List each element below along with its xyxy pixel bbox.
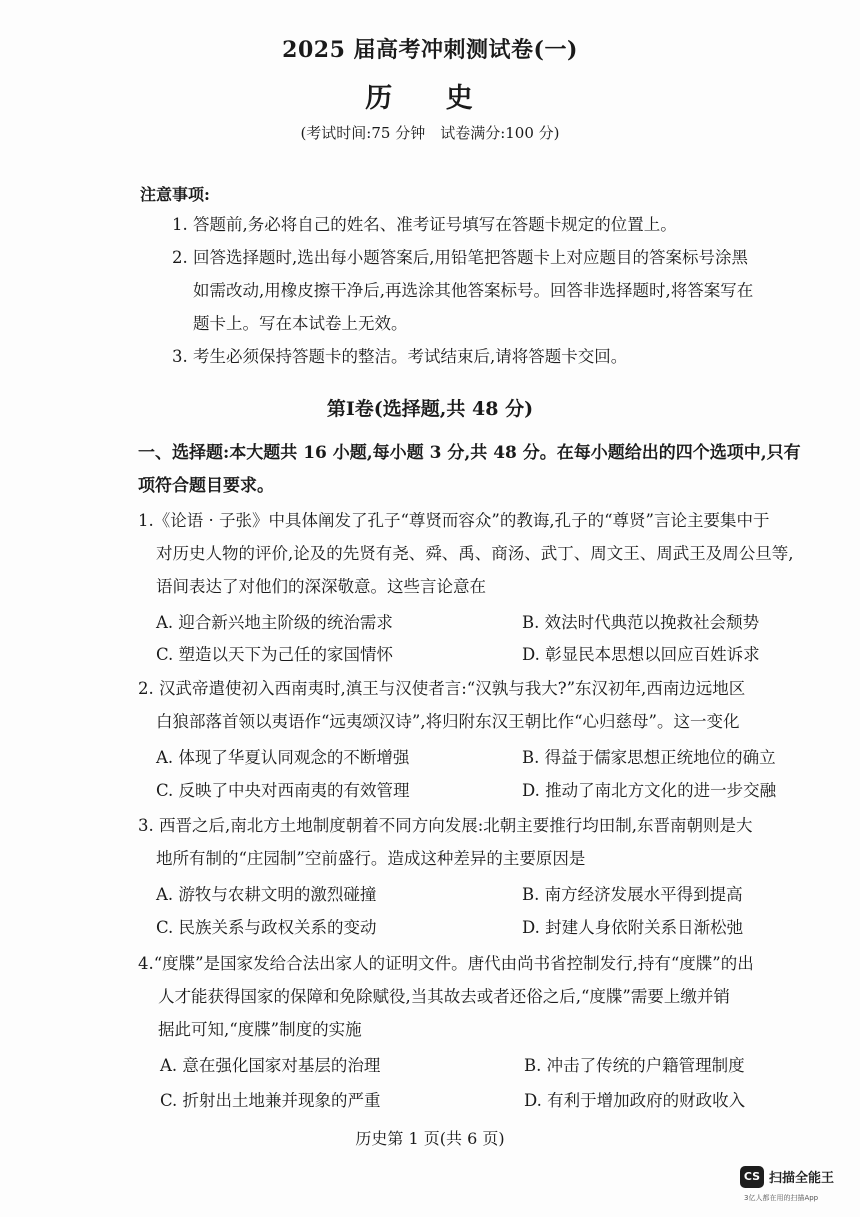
question-4-option-c: C. 折射出土地兼并现象的严重 [160, 1091, 381, 1110]
watermark-name: 扫描全能王 [769, 1171, 835, 1186]
question-1-option-c: C. 塑造以天下为己任的家国情怀 [156, 645, 394, 664]
question-1-stem: 语间表达了对他们的深深敬意。这些言论意在 [156, 577, 486, 596]
question-1-stem: 1.《论语 · 子张》中具体阐发了孔子“尊贤而容众”的教诲,孔子的“尊贤”言论主要集中于 [138, 511, 770, 530]
notice-line: 如需改动,用橡皮擦干净后,再选涂其他答案标号。回答非选择题时,将答案写在 [193, 281, 754, 300]
question-4-stem: 据此可知,“度牒”制度的实施 [158, 1020, 362, 1039]
question-2-stem: 2. 汉武帝遣使初入西南夷时,滇王与汉使者言:“汉孰与我大?”东汉初年,西南边远地区 [138, 679, 746, 698]
question-1-stem: 对历史人物的评价,论及的先贤有尧、舜、禹、商汤、武丁、周文王、周武王及周公旦等, [156, 544, 794, 563]
question-2-stem: 白狼部落首领以夷语作“远夷颂汉诗”,将归附东汉王朝比作“心归慈母”。这一变化 [156, 712, 740, 731]
question-4-option-a: A. 意在强化国家对基层的治理 [160, 1056, 381, 1075]
exam-info: (考试时间:75 分钟 试卷满分:100 分) [300, 124, 560, 142]
question-3-option-a: A. 游牧与农耕文明的激烈碰撞 [156, 885, 377, 904]
subject-title: 历 史 [365, 83, 495, 114]
question-2-option-a: A. 体现了华夏认同观念的不断增强 [156, 748, 410, 767]
question-4-stem: 4.“度牒”是国家发给合法出家人的证明文件。唐代由尚书省控制发行,持有“度牒”的出 [138, 954, 754, 973]
section-header: 第Ⅰ卷(选择题,共 48 分) [326, 398, 534, 420]
question-1-option-b: B. 效法时代典范以挽救社会颓势 [522, 613, 760, 632]
notice-line: 1. 答题前,务必将自己的姓名、准考证号填写在答题卡规定的位置上。 [172, 215, 677, 234]
question-1-option-d: D. 彰显民本思想以回应百姓诉求 [522, 645, 760, 664]
question-1-option-a: A. 迎合新兴地主阶级的统治需求 [156, 613, 393, 632]
question-2-option-b: B. 得益于儒家思想正统地位的确立 [522, 748, 776, 767]
scanner-watermark [740, 1166, 850, 1210]
notice-title: 注意事项: [140, 185, 210, 204]
notice-line: 题卡上。写在本试卷上无效。 [193, 314, 408, 333]
watermark-tagline: 3亿人都在用的扫描App [744, 1194, 819, 1202]
camscanner-logo-icon: CS [740, 1166, 764, 1188]
question-3-stem: 3. 西晋之后,南北方土地制度朝着不同方向发展:北朝主要推行均田制,东晋南朝则是大 [138, 816, 753, 835]
exam-title: 2025 届高考冲刺测试卷(一) [282, 37, 578, 63]
section-instructions: 一、选择题:本大题共 16 小题,每小题 3 分,共 48 分。在每小题给出的四个选项中,只有 [138, 443, 801, 463]
question-3-stem: 地所有制的“庄园制”空前盛行。造成这种差异的主要原因是 [156, 849, 586, 868]
question-2-option-d: D. 推动了南北方文化的进一步交融 [522, 781, 777, 800]
question-3-option-d: D. 封建人身依附关系日渐松弛 [522, 918, 744, 937]
page-footer: 历史第 1 页(共 6 页) [355, 1129, 505, 1148]
question-3-option-b: B. 南方经济发展水平得到提高 [522, 885, 743, 904]
question-4-stem: 人才能获得国家的保障和免除赋役,当其故去或者还俗之后,“度牒”需要上缴并销 [158, 987, 730, 1006]
question-2-option-c: C. 反映了中央对西南夷的有效管理 [156, 781, 410, 800]
question-4-option-b: B. 冲击了传统的户籍管理制度 [524, 1056, 745, 1075]
notice-line: 2. 回答选择题时,选出每小题答案后,用铅笔把答题卡上对应题目的答案标号涂黑 [172, 248, 748, 267]
notice-line: 3. 考生必须保持答题卡的整洁。考试结束后,请将答题卡交回。 [172, 347, 628, 366]
question-4-option-d: D. 有利于增加政府的财政收入 [524, 1091, 746, 1110]
question-3-option-c: C. 民族关系与政权关系的变动 [156, 918, 377, 937]
section-instructions: 项符合题目要求。 [138, 476, 274, 496]
